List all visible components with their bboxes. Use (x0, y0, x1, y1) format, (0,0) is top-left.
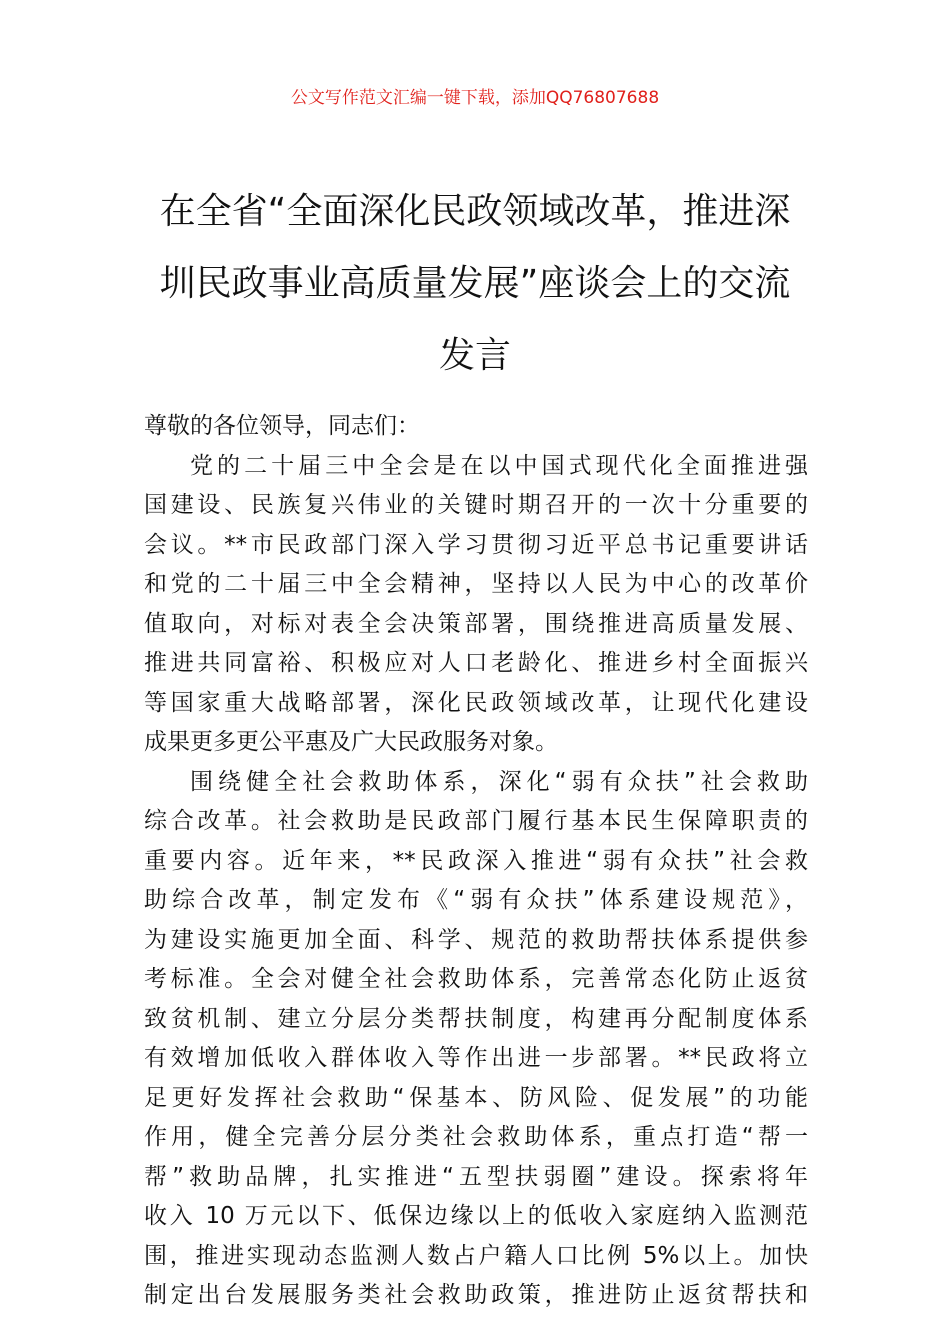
paragraph-line: 国建设、民族复兴伟业的关键时期召开的一次十分重要的 (144, 492, 808, 518)
paragraph-1 (144, 447, 808, 763)
title-line: 在全省“全面深化民政领域改革，推进深 (159, 191, 791, 232)
document-title (150, 176, 800, 392)
paragraph-line: 围，推进实现动态监测人数占户籍人口比例 5%以上。加快 (144, 1242, 808, 1269)
paragraph-2 (144, 763, 808, 1316)
download-banner: 公文写作范文汇编一键下载，添加QQ76807688 (290, 88, 660, 108)
paragraph-line: 帮”救助品牌，扎实推进“五型扶弱圈”建设。探索将年 (144, 1163, 808, 1190)
paragraph-line: 党的二十届三中全会是在以中国式现代化全面推进强 (190, 452, 808, 479)
paragraph-line: 致贫机制、建立分层分类帮扶制度，构建再分配制度体系 (144, 1005, 808, 1032)
paragraph-line: 重要内容。近年来，**民政深入推进“弱有众扶”社会救 (144, 847, 808, 874)
salutation: 尊敬的各位领导，同志们： (144, 413, 420, 439)
paragraph-line: 有效增加低收入群体收入等作出进一步部署。**民政将立 (144, 1045, 808, 1071)
paragraph-line: 作用，健全完善分层分类社会救助体系，重点打造“帮一 (144, 1124, 808, 1150)
title-line: 发言 (438, 335, 511, 376)
paragraph-line: 和党的二十届三中全会精神，坚持以人民为中心的改革价 (144, 571, 808, 597)
paragraph-line: 综合改革。社会救助是民政部门履行基本民生保障职责的 (144, 808, 808, 834)
paragraph-line: 值取向，对标对表全会决策部署，围绕推进高质量发展、 (144, 610, 808, 637)
title-line: 圳民政事业高质量发展”座谈会上的交流 (159, 263, 791, 304)
paragraph-line: 制定出台发展服务类社会救助政策，推进防止返贫帮扶和 (144, 1282, 808, 1308)
paragraph-line: 会议。**市民政部门深入学习贯彻习近平总书记重要讲话 (144, 531, 808, 558)
paragraph-line: 等国家重大战略部署，深化民政领域改革，让现代化建设 (144, 689, 808, 716)
paragraph-line: 收入 10 万元以下、低保边缘以上的低收入家庭纳入监测范 (144, 1203, 808, 1229)
paragraph-line: 推进共同富裕、积极应对人口老龄化、推进乡村全面振兴 (144, 650, 808, 676)
paragraph-line: 围绕健全社会救助体系，深化“弱有众扶”社会救助 (190, 768, 808, 795)
document-body (144, 407, 808, 1316)
paragraph-line: 为建设实施更加全面、科学、规范的救助帮扶体系提供参 (144, 926, 808, 953)
paragraph-line: 考标准。全会对健全社会救助体系，完善常态化防止返贫 (144, 966, 808, 992)
paragraph-line: 助综合改革，制定发布《“弱有众扶”体系建设规范》， (144, 887, 808, 913)
paragraph-line: 足更好发挥社会救助“保基本、防风险、促发展”的功能 (144, 1084, 808, 1111)
paragraph-line: 成果更多更公平惠及广大民政服务对象。 (144, 729, 558, 755)
